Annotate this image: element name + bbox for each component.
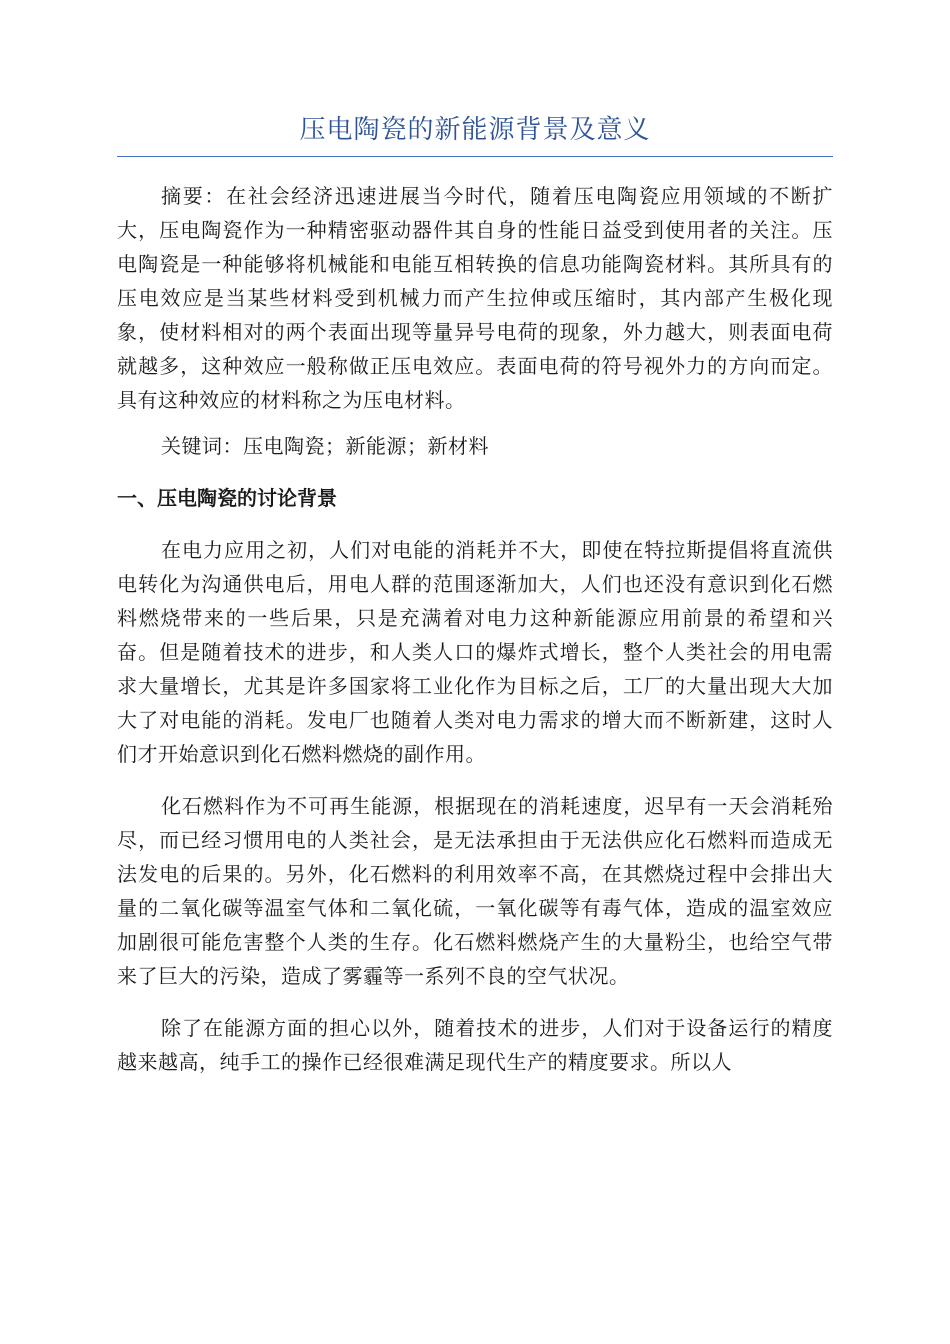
body-paragraph-2: 化石燃料作为不可再生能源，根据现在的消耗速度，迟早有一天会消耗殆尽，而已经习惯用电的人类社会，是无法承担由于无法供应化石燃料而造成无法发电的后果的。另外，化石燃料的利用效率不高，在其燃烧过程中会排出大量的二氧化碳等温室气体和二氧化硫，一氧化碳等有毒气体，造成的温室效应加剧很可能危害整个人类的生存。化石燃料燃烧产生的大量粉尘，也给空气带来了巨大的污染，造成了雾霾等一系列不良的空气状况。	[117, 794, 833, 988]
body-paragraph-3: 除了在能源方面的担心以外，随着技术的进步，人们对于设备运行的精度越来越高，纯手工的操作已经很难满足现代生产的精度要求。所以人	[117, 1016, 833, 1074]
abstract-paragraph: 摘要：在社会经济迅速进展当今时代，随着压电陶瓷应用领域的不断扩大，压电陶瓷作为一种精密驱动器件其自身的性能日益受到使用者的关注。压电陶瓷是一种能够将机械能和电能互相转换的信息功能陶瓷材料。其所具有的压电效应是当某些材料受到机械力而产生拉伸或压缩时，其内部产生极化现象，使材料相对的两个表面出现等量异号电荷的现象，外力越大，则表面电荷就越多，这种效应一般称做正压电效应。表面电荷的符号视外力的方向而定。具有这种效应的材料称之为压电材料。	[117, 184, 833, 412]
keywords-line: 关键词：压电陶瓷；新能源；新材料	[161, 434, 489, 458]
document-page	[117, 108, 833, 1079]
document-title: 压电陶瓷的新能源背景及意义	[117, 108, 833, 157]
body-paragraph-1: 在电力应用之初，人们对电能的消耗并不大，即使在特拉斯提倡将直流供电转化为沟通供电后，用电人群的范围逐渐加大，人们也还没有意识到化石燃料燃烧带来的一些后果，只是充满着对电力这种新能源应用前景的希望和兴奋。但是随着技术的进步，和人类人口的爆炸式增长，整个人类社会的用电需求大量增长，尤其是许多国家将工业化作为目标之后，工厂的大量出现大大加大了对电能的消耗。发电厂也随着人类对电力需求的增大而不断新建，这时人们才开始意识到化石燃料燃烧的副作用。	[117, 538, 833, 766]
section-heading-background: 一、压电陶瓷的讨论背景	[117, 486, 337, 510]
